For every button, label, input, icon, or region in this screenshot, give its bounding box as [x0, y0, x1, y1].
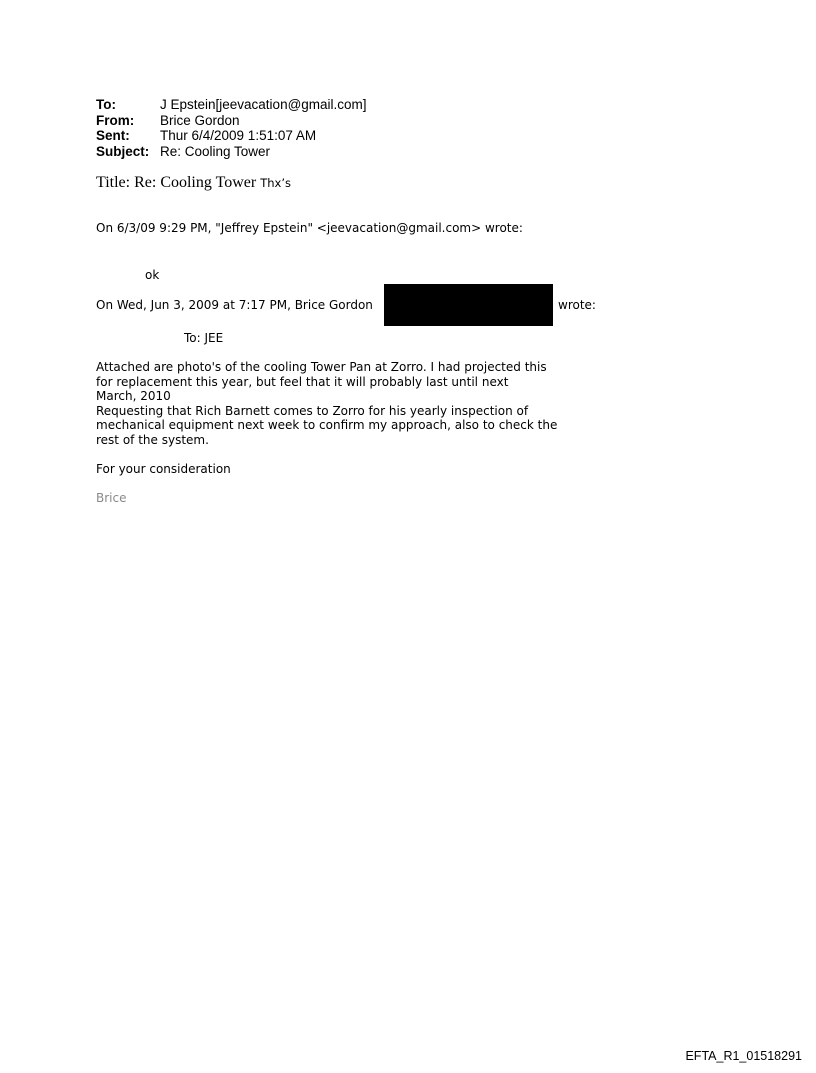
- subject-label: Subject:: [96, 143, 150, 159]
- sent-value: Thur 6/4/2009 1:51:07 AM: [160, 128, 317, 143]
- quote-1-attribution: On 6/3/09 9:29 PM, "Jeffrey Epstein" <jeevacation@gmail.com> wrote:: [96, 221, 523, 235]
- sent-row: [96, 128, 367, 144]
- from-label: From:: [96, 112, 135, 128]
- subject-value: Re: Cooling Tower: [160, 143, 271, 159]
- to-value: J Epstein[jeevacation@gmail.com]: [160, 97, 367, 112]
- quote-1-reply: ok: [145, 268, 160, 282]
- body-paragraph: Attached are photo's of the cooling Tower Pan at Zorro. I had projected this for replacement this year, but feel that it will probably last until next March, 2010 Requesting that Rich Barnett comes to Zorro for his yearly inspection of mechanical equipment next week to confirm my approach, also to check the rest of the system.: [96, 360, 558, 447]
- document-id: EFTA_R1_01518291: [685, 1049, 802, 1063]
- closing-line: For your consideration: [96, 462, 231, 476]
- title-prefix: Title: Re: Cooling Tower: [96, 174, 261, 191]
- title-reply: Thx’s: [260, 176, 292, 190]
- sent-label: Sent:: [96, 128, 130, 143]
- subject-row: [96, 144, 367, 160]
- quote-2-attribution-before: On Wed, Jun 3, 2009 at 7:17 PM, Brice Gordon: [96, 298, 373, 312]
- email-header: [96, 97, 367, 159]
- from-row: [96, 113, 367, 129]
- quote-2-attribution-after: wrote:: [558, 298, 596, 312]
- to-label: To:: [96, 97, 116, 112]
- from-value: Brice Gordon: [160, 112, 240, 128]
- quote-2-to-line: To: JEE: [184, 331, 224, 345]
- to-row: [96, 97, 367, 113]
- title-line: [96, 174, 291, 192]
- signature: Brice: [96, 491, 127, 505]
- redaction-box: [384, 284, 553, 326]
